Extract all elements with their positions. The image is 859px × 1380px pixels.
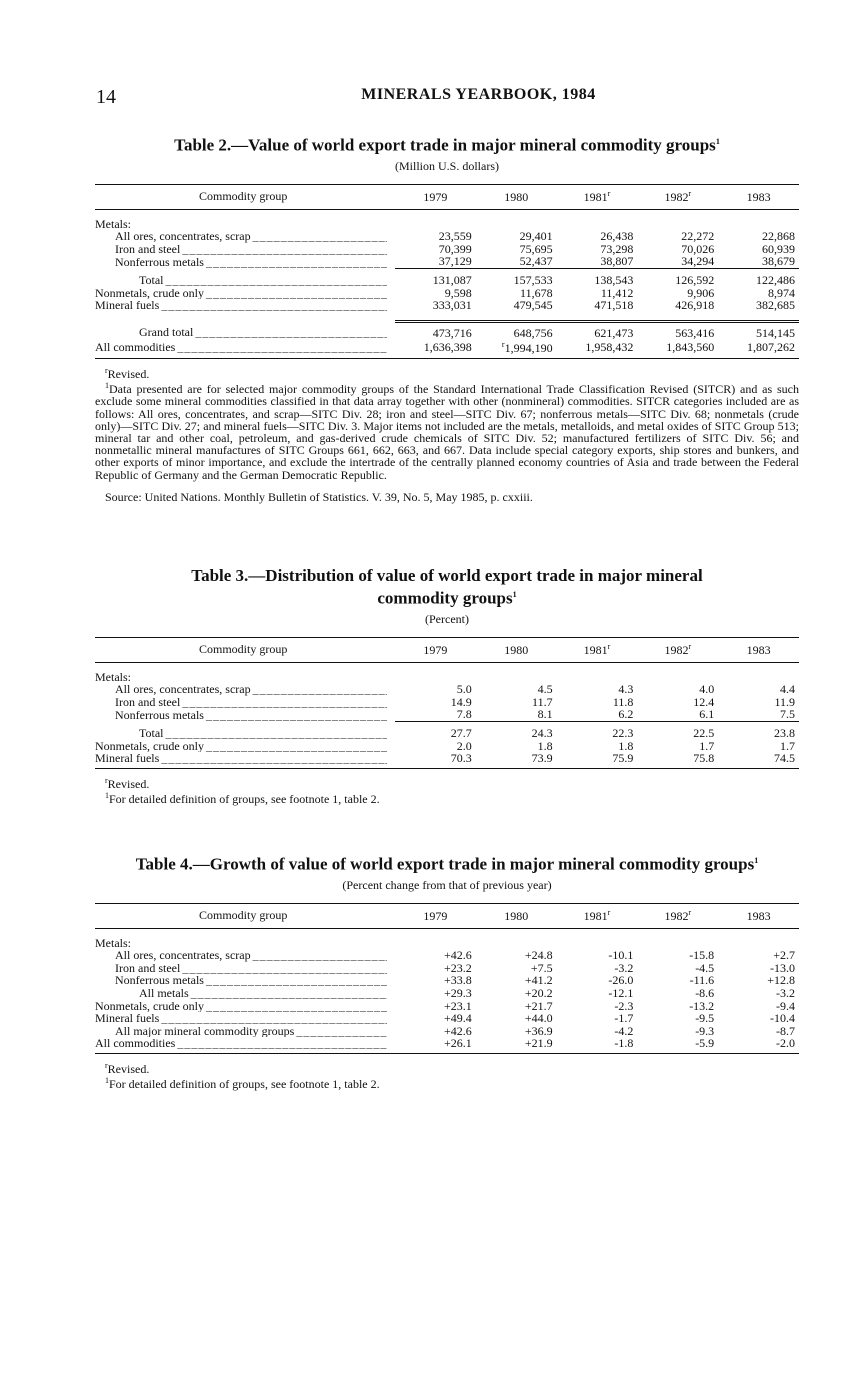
cell: +21.7 [524,998,553,1013]
cell: 11.8 [612,694,634,709]
cell: +2.7 [773,948,795,963]
column-header: 1979 [395,903,476,928]
footnote-1: $^1$Data presented are for selected major commodity groups of the Standard International Trade Classification Revised (SITCR) and as such exclude some mineral commodities classified in that data array together with other (nonmineral) commodities. SITCR categories included are as follows: All ores, concentrates, and scrap—SITC Div. 28; iron and steel—SITC Div. 67; nonferrous metals—SITC Div. 68; nonmetals (crude only)—SITC Div. 27; and mineral fuels—SITC Div. 3. Major items not included are the metals, metalloids, and metal oxides of SITC Group 513; mineral tar and other coal, petroleum, and gas-derived crude chemicals of SITC Div. 52; manufactured fertilizers of SITC Div. 56; and nonmetallic mineral manufactures of SITC Groups 661, 662, 663, and 667. Data include special category exports, ship stores and bunkers, and other exports of minor importance, and exclude the intertrade of the centrally planned economy countries of Asia and trade between the Federal Republic of Germany and the German Democratic Republic. [95,381,799,482]
column-header: 1981$^r$ [557,184,638,209]
cell: 7.8 [456,707,472,722]
cell: 11.9 [774,694,795,709]
cell: 38,807 [600,254,634,269]
cell: 70.3 [395,752,476,768]
cell: 4.4 [780,682,795,697]
table-row [95,230,799,243]
cell: -4.2 [614,1023,634,1038]
cell: +29.3 [444,986,472,1001]
cell: -13.2 [689,998,715,1013]
cell: 1.8 [618,738,634,753]
cell: +23.1 [444,998,472,1013]
cell: -15.8 [689,948,715,963]
table-row [95,255,799,268]
table-2-title: Table 2.—Value of world export trade in major mineral commodity groups$^1$ [174,135,720,155]
cell: 138,543 [557,269,638,287]
column-header: 1983 [718,184,799,209]
row-label: Grand total _ _ _ [95,326,387,339]
cell: 75,695 [519,241,553,256]
cell: 29,401 [519,229,553,244]
row-label: All ores, concentrates, scrap _ _ _ [95,230,387,243]
cell: 24.3 [476,722,557,740]
column-header: 1983 [718,903,799,928]
row-label: Total _ _ _ [95,727,387,740]
row-label: Nonferrous metals _ _ _ [95,709,387,722]
table-3-notes [95,775,799,805]
column-header: 1982$^r$ [637,637,718,662]
column-header: 1979 [395,184,476,209]
table-4-notes [95,1060,799,1090]
table-4-grid [95,903,799,1054]
table-row [95,987,799,1000]
page-header [96,86,801,110]
row-label: Metals: [95,670,131,684]
cell: 473,716 [395,321,476,339]
cell: 5.0 [456,682,472,697]
row-label: Iron and steel _ _ _ [95,243,387,256]
cell: 333,031 [432,298,472,313]
cell: +44.0 [524,1011,553,1026]
cell: -10.4 [770,1011,795,1026]
cell: 1,636,398 [395,339,476,358]
table-2-unit: (Million U.S. dollars) [395,158,499,173]
row-label: All major mineral commodity groups _ _ _ [95,1025,387,1038]
cell: 2.0 [456,738,472,753]
table-3-grid [95,637,799,769]
cell: 479,545 [513,298,553,313]
cell: 75.9 [557,752,638,768]
row-label: Total _ _ _ [95,274,387,287]
cell: 11,412 [600,285,634,300]
cell: -2.3 [614,998,634,1013]
cell: 1.7 [699,738,715,753]
cell: +41.2 [524,973,553,988]
column-header: 1983 [718,637,799,662]
cell: -4.5 [695,960,715,975]
column-header: Commodity group [95,184,395,209]
cell: 22,868 [762,229,795,244]
running-title: MINERALS YEARBOOK, 1984 [361,86,596,103]
cell: +21.9 [476,1037,557,1053]
cell: -2.0 [718,1037,799,1053]
table-row [95,708,799,721]
table-row [95,752,799,768]
revised-note: $^r$Revised. [105,366,150,381]
column-header: 1981$^r$ [557,637,638,662]
cell: +26.1 [395,1037,476,1053]
cell: 1.7 [780,738,795,753]
table-4-header-row [95,903,799,928]
cell: -3.2 [776,986,795,1001]
cell: -1.8 [557,1037,638,1053]
cell: 4.3 [618,682,634,697]
cell: 22,272 [681,229,715,244]
cell: -9.4 [776,998,795,1013]
cell: 60,939 [762,241,795,256]
row-label: Nonmetals, crude only _ _ _ [95,740,387,753]
table-4-unit: (Percent change from that of previous year) [342,877,552,892]
cell: 70,399 [438,241,472,256]
cell: 26,438 [600,229,634,244]
row-label: Mineral fuels _ _ _ [95,1012,387,1025]
cell: 14.9 [450,694,472,709]
row-label: All metals _ _ _ [95,987,387,1000]
source-note: Source: United Nations. Monthly Bulletin of Statistics. V. 39, No. 5, May 1985, p. cxxiii. [105,489,533,504]
row-label: Iron and steel _ _ _ [95,962,387,975]
cell: 426,918 [675,298,715,313]
row-label: Nonferrous metals _ _ _ [95,974,387,987]
row-label: Nonferrous metals _ _ _ [95,256,387,269]
cell: 34,294 [681,254,715,269]
row-label: Metals: [95,217,131,231]
table-row [95,949,799,962]
cell: +12.8 [767,973,795,988]
cell: 1,843,560 [637,339,718,358]
cell: 22.5 [637,722,718,740]
cell: -3.2 [614,960,634,975]
cell: 23.8 [718,722,799,740]
revised-note: $^r$Revised. [105,1061,150,1076]
column-header: 1980 [476,637,557,662]
table-row [95,1012,799,1025]
cell: -9.5 [695,1011,715,1026]
column-header: Commodity group [95,637,395,662]
cell: -5.9 [637,1037,718,1053]
table-3 [95,566,799,805]
column-header: 1982$^r$ [637,184,718,209]
cell: +7.5 [530,960,553,975]
page-number: 14 [96,86,116,108]
column-header: 1980 [476,184,557,209]
cell: 4.0 [699,682,715,697]
cell: 563,416 [637,321,718,339]
cell: 1,958,432 [557,339,638,358]
table-row [95,696,799,709]
cell: 23,559 [438,229,472,244]
row-label: All commodities _ _ _ [95,341,387,354]
cell: 52,437 [519,254,553,269]
column-header: 1980 [476,903,557,928]
cell: +23.2 [444,960,472,975]
table-3-unit: (Percent) [425,611,469,626]
row-label: Metals: [95,936,131,950]
cell: 11,678 [520,285,553,300]
row-label: Nonmetals, crude only _ _ _ [95,1000,387,1013]
cell: 4.5 [537,682,553,697]
cell: -11.6 [689,973,715,988]
column-header: Commodity group [95,903,395,928]
cell: 6.1 [699,707,715,722]
table-2-header-row [95,184,799,209]
row-label: All ores, concentrates, scrap _ _ _ [95,683,387,696]
row-label: Mineral fuels _ _ _ [95,752,387,765]
cell: 6.2 [618,707,634,722]
table-row [95,321,799,339]
column-header: 1981$^r$ [557,903,638,928]
row-label: All commodities _ _ _ [95,1037,387,1050]
cell: -13.0 [770,960,795,975]
cell: 27.7 [395,722,476,740]
cell: +20.2 [524,986,553,1001]
cell: +24.8 [524,948,553,963]
cell: +42.6 [444,948,472,963]
cell: +36.9 [524,1023,553,1038]
cell: -10.1 [608,948,634,963]
table-2-notes [95,365,799,503]
cell: 382,685 [756,298,795,313]
cell: 157,533 [476,269,557,287]
cell: $^r$1,994,190 [476,339,557,358]
cell: -8.7 [776,1023,795,1038]
column-header: 1979 [395,637,476,662]
cell: 11.7 [532,694,553,709]
cell: 1,807,262 [718,339,799,358]
revised-note: $^r$Revised. [105,775,150,791]
cell: 131,087 [395,269,476,287]
cell: -12.1 [608,986,634,1001]
cell: 22.3 [557,722,638,740]
cell: 122,486 [718,269,799,287]
cell: +42.6 [444,1023,472,1038]
table-row [95,269,799,287]
table-4-title: Table 4.—Growth of value of world export trade in major mineral commodity groups$^1$ [135,854,759,874]
table-row [95,671,799,684]
table-2-grid [95,184,799,359]
cell: 70,026 [681,241,715,256]
cell: -8.6 [695,986,715,1001]
cell: -1.7 [614,1011,634,1026]
row-label: Nonmetals, crude only _ _ _ [95,287,387,300]
table-row [95,339,799,358]
cell: -9.3 [695,1023,715,1038]
cell: 514,145 [718,321,799,339]
footnote-1: $^1$For detailed definition of groups, see footnote 1, table 2. [105,1076,380,1092]
row-label: Mineral fuels _ _ _ [95,299,387,312]
table-row [95,299,799,312]
cell: 621,473 [557,321,638,339]
table-row [95,683,799,696]
cell: 1.8 [537,738,553,753]
cell: -26.0 [608,973,634,988]
column-header: 1982$^r$ [637,903,718,928]
cell: 126,592 [637,269,718,287]
cell: +49.4 [444,1011,472,1026]
cell: 7.5 [780,707,795,722]
table-4 [95,851,799,1090]
cell: 8,974 [768,285,795,300]
cell: +33.8 [444,973,472,988]
cell: 648,756 [476,321,557,339]
cell: 12.4 [693,694,715,709]
table-3-header-row [95,637,799,662]
row-label: Iron and steel _ _ _ [95,696,387,709]
cell: 75.8 [637,752,718,768]
cell: 73.9 [476,752,557,768]
table-3-title: Table 3.—Distribution of value of world export trade in major mineral commodity groups$^1$ [191,566,703,608]
cell: 74.5 [718,752,799,768]
cell: 38,679 [762,254,795,269]
footnote-1: $^1$For detailed definition of groups, see footnote 1, table 2. [105,791,380,807]
cell: 9,598 [444,285,472,300]
cell: 8.1 [537,707,553,722]
cell: 471,518 [594,298,634,313]
cell: 9,906 [687,285,715,300]
row-label: All ores, concentrates, scrap _ _ _ [95,949,387,962]
table-2 [95,132,799,503]
table-row [95,722,799,740]
table-row [95,1037,799,1053]
cell: 37,129 [438,254,472,269]
cell: 73,298 [600,241,634,256]
